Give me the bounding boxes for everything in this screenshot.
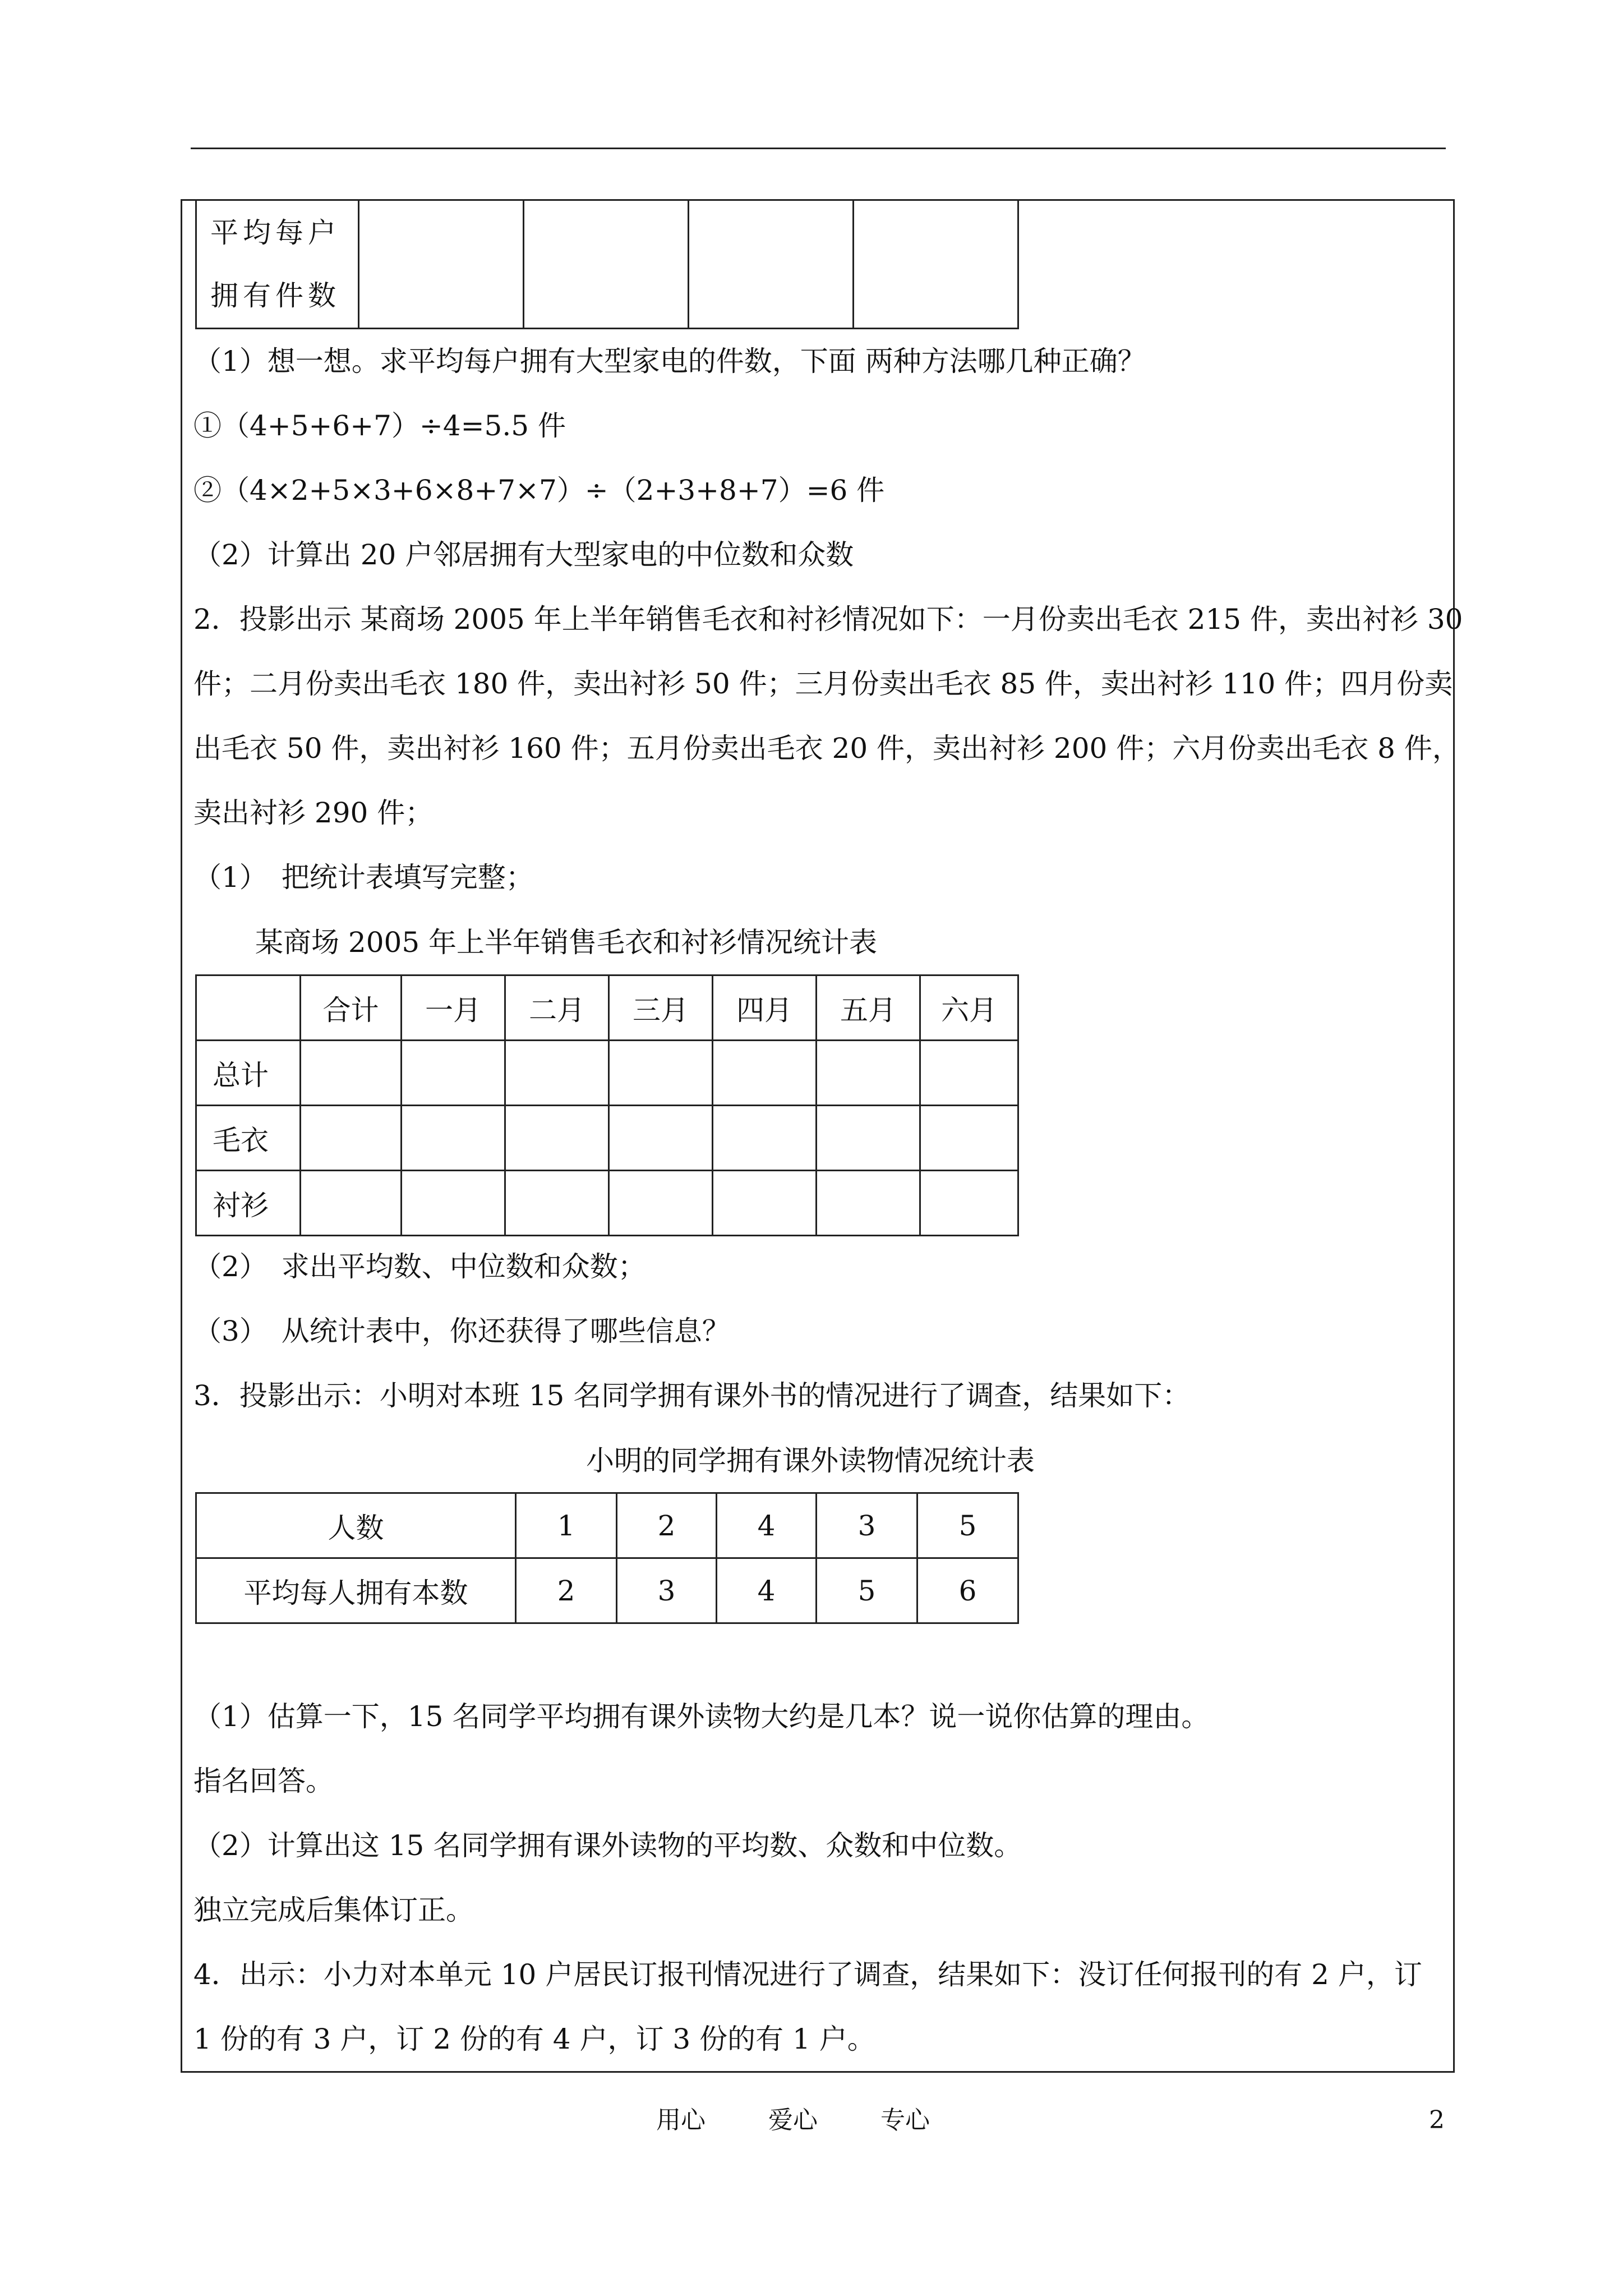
row-header: 衬衫 [196, 1171, 301, 1236]
problem-2-line: 件；二月份卖出毛衣 180 件，卖出衬衫 50 件；三月份卖出毛衣 85 件，卖出衬衫 110 件；四月份卖 [193, 668, 1453, 700]
blank-cell[interactable] [505, 1106, 609, 1171]
sales-table [195, 974, 1019, 1236]
blank-cell[interactable] [301, 1041, 402, 1106]
blank-cell[interactable] [301, 1106, 402, 1171]
problem-2-line: 2．投影出示 某商场 2005 年上半年销售毛衣和衬衫情况如下：一月份卖出毛衣 215 件，卖出衬衫 30 [193, 603, 1463, 636]
blank-cell[interactable] [817, 1041, 920, 1106]
table-row [196, 1558, 1018, 1623]
task-line: （2） 求出平均数、中位数和众数； [193, 1250, 646, 1283]
blank-cell[interactable] [609, 1171, 713, 1236]
question-line: （1）估算一下，15 名同学平均拥有课外读物大约是几本？说一说你估算的理由。 [193, 1700, 1210, 1733]
problem-4-line: 4．出示：小力对本单元 10 户居民订报刊情况进行了调查，结果如下：没订任何报刊的有 2 户，订 [193, 1958, 1422, 1991]
row-header: 毛衣 [196, 1106, 301, 1171]
row-header: 人数 [196, 1493, 516, 1558]
table-row [196, 200, 1018, 329]
header-cell: 四月 [713, 976, 817, 1041]
header-cell: 三月 [609, 976, 713, 1041]
blank-cell[interactable] [689, 200, 854, 329]
question-line: （1）想一想。求平均每户拥有大型家电的件数，下面 两种方法哪几种正确？ [193, 345, 1146, 378]
footer-motto: 爱心 [768, 2106, 818, 2134]
blank-cell[interactable] [920, 1106, 1018, 1171]
table-cell: 6 [917, 1558, 1018, 1623]
page-number: 2 [1429, 2106, 1445, 2134]
reading-table-caption: 小明的同学拥有课外读物情况统计表 [586, 1444, 1035, 1477]
blank-cell[interactable] [609, 1041, 713, 1106]
reading-table [195, 1492, 1019, 1624]
blank-cell[interactable] [505, 1041, 609, 1106]
task-line: （1） 把统计表填写完整； [193, 861, 534, 894]
problem-2-line: 卖出衬衫 290 件； [193, 797, 434, 829]
table-cell: 5 [817, 1558, 917, 1623]
table-cell: 4 [717, 1558, 817, 1623]
blank-cell[interactable] [524, 200, 689, 329]
table-row [196, 1493, 1018, 1558]
table-cell: 2 [617, 1493, 717, 1558]
table-header-row [196, 976, 1018, 1041]
blank-cell[interactable] [359, 200, 524, 329]
blank-cell[interactable] [854, 200, 1018, 329]
blank-cell[interactable] [609, 1106, 713, 1171]
method-1-line: ①（4+5+6+7）÷4=5.5 件 [193, 409, 566, 442]
header-cell [196, 976, 301, 1041]
blank-cell[interactable] [402, 1041, 505, 1106]
footer-motto: 用心 [656, 2106, 706, 2134]
header-cell: 一月 [402, 976, 505, 1041]
header-cell: 五月 [817, 976, 920, 1041]
blank-cell[interactable] [713, 1171, 817, 1236]
blank-cell[interactable] [713, 1106, 817, 1171]
table-cell: 3 [817, 1493, 917, 1558]
table-cell: 1 [516, 1493, 617, 1558]
question-line: （2）计算出这 15 名同学拥有课外读物的平均数、众数和中位数。 [193, 1829, 1022, 1862]
household-appliance-table [195, 199, 1019, 329]
table-cell: 5 [917, 1493, 1018, 1558]
header-cell: 二月 [505, 976, 609, 1041]
task-line: （3） 从统计表中，你还获得了哪些信息？ [193, 1315, 730, 1347]
blank-cell[interactable] [817, 1106, 920, 1171]
blank-cell[interactable] [920, 1171, 1018, 1236]
blank-cell[interactable] [817, 1171, 920, 1236]
table-cell: 3 [617, 1558, 717, 1623]
row-label-average-per-household: 平均每户 拥有件数 [196, 200, 359, 329]
table-row [196, 1171, 1018, 1236]
table-cell: 2 [516, 1558, 617, 1623]
problem-2-line: 出毛衣 50 件，卖出衬衫 160 件；五月份卖出毛衣 20 件，卖出衬衫 200 件；六月份卖出毛衣 8 件， [193, 732, 1460, 765]
question-line: （2）计算出 20 户邻居拥有大型家电的中位数和众数 [193, 539, 854, 571]
table-row [196, 1041, 1018, 1106]
blank-cell[interactable] [301, 1171, 402, 1236]
header-cell: 六月 [920, 976, 1018, 1041]
instruction-line: 独立完成后集体订正。 [193, 1894, 474, 1926]
blank-cell[interactable] [402, 1171, 505, 1236]
sales-table-caption: 某商场 2005 年上半年销售毛衣和衬衫情况统计表 [255, 926, 878, 959]
problem-4-line: 1 份的有 3 户，订 2 份的有 4 户，订 3 份的有 1 户。 [193, 2023, 875, 2055]
row-header: 总计 [196, 1041, 301, 1106]
header-rule [191, 148, 1446, 149]
row-header: 平均每人拥有本数 [196, 1558, 516, 1623]
blank-cell[interactable] [505, 1171, 609, 1236]
footer-motto: 专心 [880, 2106, 930, 2134]
header-cell: 合计 [301, 976, 402, 1041]
table-cell: 4 [717, 1493, 817, 1558]
problem-3-line: 3．投影出示：小明对本班 15 名同学拥有课外书的情况进行了调查，结果如下： [193, 1379, 1191, 1412]
blank-cell[interactable] [713, 1041, 817, 1106]
blank-cell[interactable] [920, 1041, 1018, 1106]
table-row [196, 1106, 1018, 1171]
instruction-line: 指名回答。 [193, 1765, 334, 1797]
method-2-line: ②（4×2+5×3+6×8+7×7）÷（2+3+8+7）=6 件 [193, 474, 885, 507]
blank-cell[interactable] [402, 1106, 505, 1171]
